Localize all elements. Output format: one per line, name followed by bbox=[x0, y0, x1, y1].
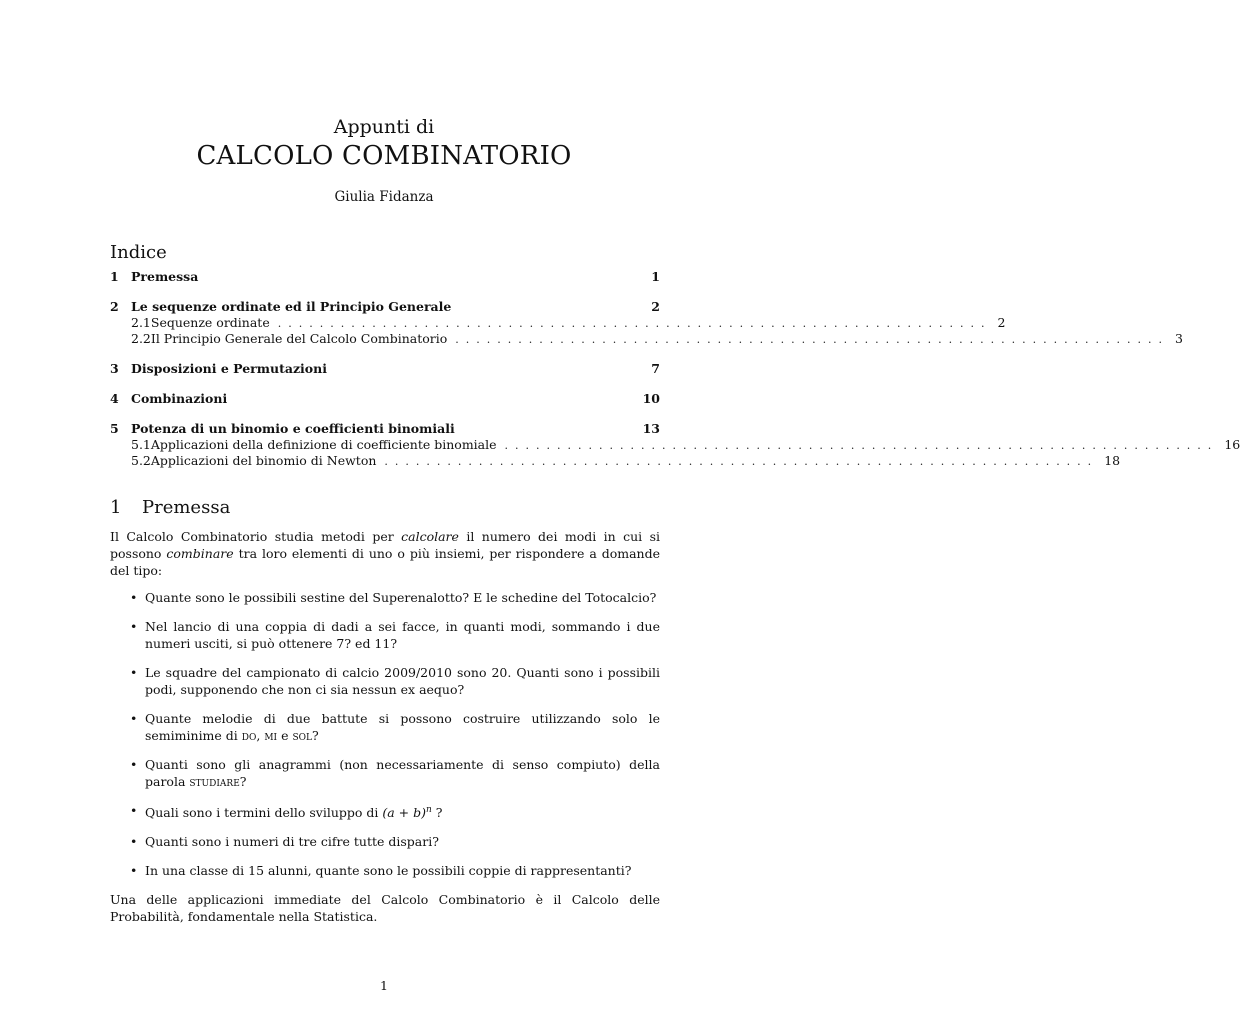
document-title: CALCOLO COMBINATORIO bbox=[196, 141, 572, 171]
list-item: • Quali sono i termini dello sviluppo di $(a + b)^n$ ? bbox=[130, 803, 443, 821]
toc-entry-title: Potenza di un binomio e coefficienti binomiali bbox=[131, 421, 455, 436]
toc-entry-2[interactable] bbox=[110, 298, 660, 315]
section-title: Premessa bbox=[142, 497, 231, 518]
toc-entry-1[interactable] bbox=[110, 268, 660, 285]
toc-entry-page: 1 bbox=[651, 269, 660, 284]
list-item: • Quanti sono i numeri di tre cifre tutte dispari? bbox=[130, 834, 439, 850]
toc-subentry-5-2[interactable] bbox=[110, 453, 1121, 469]
toc-subentry-number: 2.1 bbox=[131, 315, 151, 330]
toc-subentry-number: 5.2 bbox=[131, 453, 151, 468]
toc-subentry-number: 5.1 bbox=[131, 437, 151, 452]
math-expression: (a + b) bbox=[382, 805, 426, 821]
bullet-icon: • bbox=[130, 619, 138, 634]
toc-subentry-title: Applicazioni della definizione di coefficiente binomiale bbox=[150, 437, 497, 452]
toc-heading: Indice bbox=[110, 242, 167, 263]
page-number: 1 bbox=[380, 978, 388, 993]
toc-subentry-2-1[interactable] bbox=[110, 315, 1006, 331]
toc-leader-dots: .................................................................... bbox=[277, 317, 992, 330]
toc-entry-5[interactable] bbox=[110, 420, 660, 437]
toc-subentry-page: 18 bbox=[1104, 453, 1121, 468]
author-name: Giulia Fidanza bbox=[334, 189, 434, 205]
table-of-contents bbox=[110, 268, 1240, 469]
intro-paragraph: Il Calcolo Combinatorio studia metodi per calcolare il numero dei modi in cui si possono combinare tra loro elementi di uno o più insiemi, per rispondere a domande del tipo: bbox=[110, 529, 660, 578]
toc-entry-title: Combinazioni bbox=[131, 391, 228, 406]
bullet-icon: • bbox=[130, 834, 138, 850]
toc-subentry-page: 2 bbox=[997, 315, 1006, 330]
toc-entry-title: Premessa bbox=[131, 269, 199, 284]
list-item: • Quanti sono gli anagrammi (non necessariamente di senso compiuto) della parola studiare? bbox=[130, 757, 660, 789]
list-item: • Quante melodie di due battute si possono costruire utilizzando solo le semiminime di do, mi e sol? bbox=[130, 711, 660, 743]
toc-entry-number: 4 bbox=[110, 391, 119, 406]
toc-leader-dots: .................................................................... bbox=[455, 333, 1170, 346]
title-prefix: Appunti di bbox=[333, 116, 435, 138]
toc-subentry-title: Applicazioni del binomio di Newton bbox=[150, 453, 377, 468]
section-body bbox=[110, 528, 660, 925]
toc-entry-number: 3 bbox=[110, 361, 119, 376]
toc-subentry-page: 3 bbox=[1175, 331, 1183, 346]
toc-subentry-title: Sequenze ordinate bbox=[150, 315, 270, 330]
bullet-icon: • bbox=[130, 757, 138, 772]
toc-entry-title: Disposizioni e Permutazioni bbox=[131, 361, 327, 376]
toc-entry-number: 5 bbox=[110, 421, 119, 436]
bullet-icon: • bbox=[130, 665, 138, 680]
toc-entry-4[interactable] bbox=[110, 390, 660, 407]
section-heading bbox=[110, 497, 230, 518]
toc-leader-dots: .................................................................... bbox=[384, 455, 1099, 468]
question-list bbox=[110, 589, 660, 879]
list-item: • Quante sono le possibili sestine del Superenalotto? E le schedine del Totocalcio? bbox=[130, 590, 657, 605]
toc-entry-page: 10 bbox=[642, 391, 660, 406]
section-number: 1 bbox=[110, 497, 122, 518]
bullet-icon: • bbox=[130, 863, 138, 879]
toc-leader-dots: .................................................................... bbox=[504, 439, 1219, 452]
toc-entry-page: 7 bbox=[651, 361, 660, 376]
toc-entry-3[interactable] bbox=[110, 360, 660, 377]
toc-subentry-page: 16 bbox=[1224, 437, 1240, 452]
list-item: • In una classe di 15 alunni, quante sono le possibili coppie di rappresentanti? bbox=[130, 863, 632, 879]
toc-entry-page: 13 bbox=[642, 421, 660, 436]
emphasis-calcolare: calcolare bbox=[401, 529, 459, 544]
toc-entry-number: 1 bbox=[110, 269, 119, 284]
bullet-icon: • bbox=[130, 711, 138, 726]
toc-entry-title: Le sequenze ordinate ed il Principio Generale bbox=[131, 299, 452, 314]
emphasis-combinare: combinare bbox=[166, 546, 234, 561]
bullet-icon: • bbox=[130, 803, 138, 818]
closing-paragraph: Una delle applicazioni immediate del Calcolo Combinatorio è il Calcolo delle Probabilità, fondamentale nella Statistica. bbox=[110, 892, 660, 925]
toc-subentry-title: Il Principio Generale del Calcolo Combinatorio bbox=[150, 331, 448, 346]
list-item: • Le squadre del campionato di calcio 2009/2010 sono 20. Quanti sono i possibili podi, supponendo che non ci sia nessun ex aequo? bbox=[130, 665, 660, 697]
bullet-icon: • bbox=[130, 590, 138, 605]
toc-entry-page: 2 bbox=[651, 299, 660, 314]
toc-subentry-2-2[interactable] bbox=[110, 331, 1183, 347]
toc-subentry-number: 2.2 bbox=[131, 331, 151, 346]
toc-entry-number: 2 bbox=[110, 299, 119, 314]
toc-subentry-5-1[interactable] bbox=[110, 437, 1240, 453]
list-item: • Nel lancio di una coppia di dadi a sei facce, in quanti modi, sommando i due numeri usciti, si può ottenere 7? ed 11? bbox=[130, 619, 660, 651]
